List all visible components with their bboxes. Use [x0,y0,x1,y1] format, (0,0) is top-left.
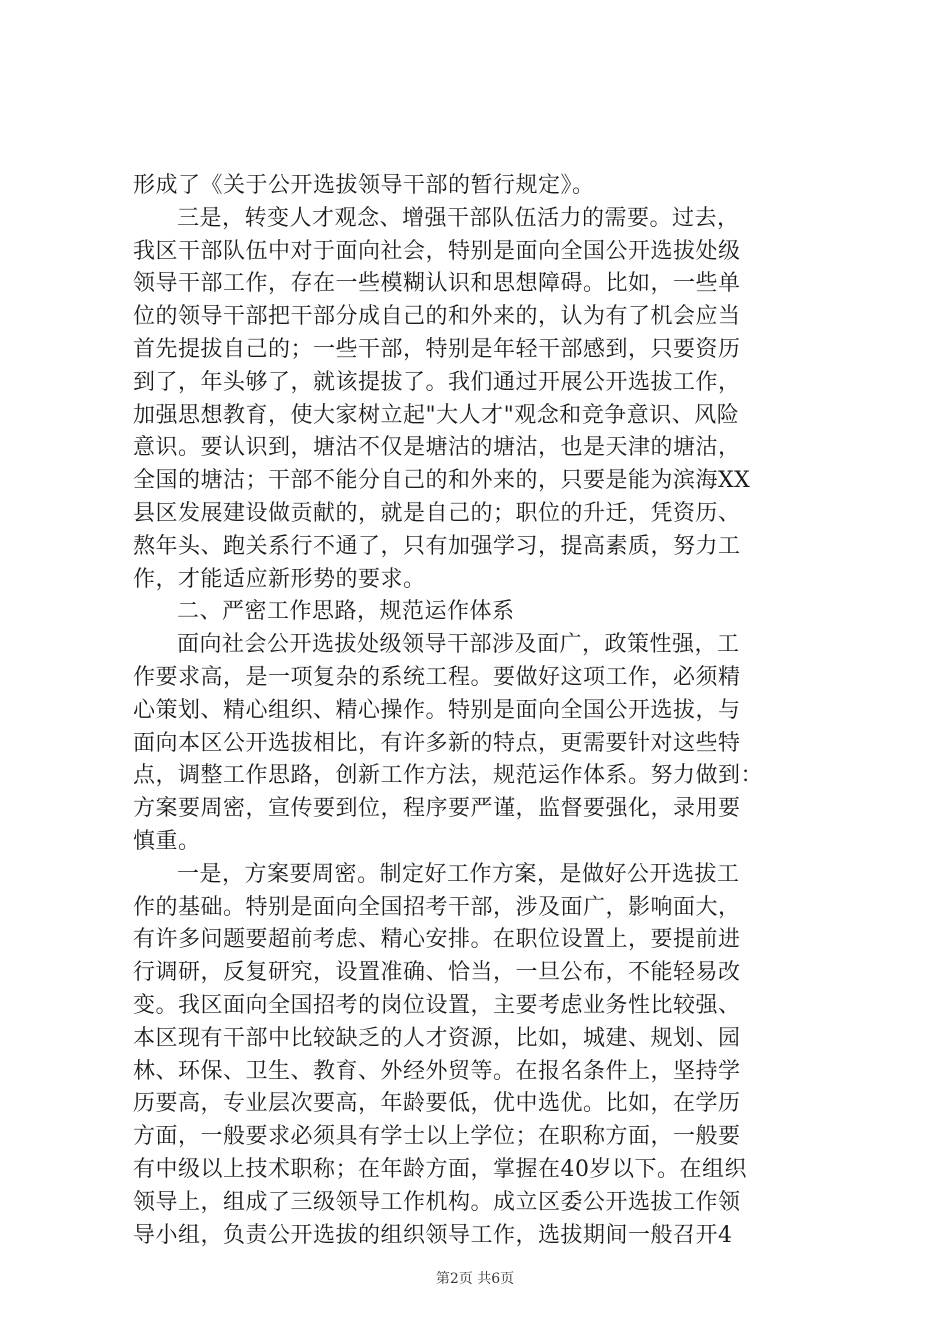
text-line: 领导干部工作，存在一些模糊认识和思想障碍。比如，一些单 [133,271,741,297]
text-line: 三是，转变人才观念、增强干部队伍活力的需要。过去， [177,205,740,231]
text-line: 慎重。 [133,828,201,854]
text-line: 方案要周密，宣传要到位，程序要严谨，监督要强化，录用要 [133,796,741,822]
text-line: 作要求高，是一项复杂的系统工程。要做好这项工作，必须精 [133,664,741,690]
text-line: 意识。要认识到，塘沽不仅是塘沽的塘沽，也是天津的塘沽， [133,435,741,461]
page-footer: 第2页 共6页 [435,1271,515,1287]
text-line: 心策划、精心组织、精心操作。特别是面向全国公开选拔，与 [133,697,741,723]
text-line: 全国的塘沽；干部不能分自己的和外来的，只要是能为滨海XX [133,468,751,494]
text-line: 领导上，组成了三级领导工作机构。成立区委公开选拔工作领 [133,1189,741,1215]
text-line: 首先提拔自己的；一些干部，特别是年轻干部感到，只要资历 [133,336,741,362]
text-line: 点，调整工作思路，创新工作方法，规范运作体系。努力做到： [133,763,764,789]
text-line: 本区现有干部中比较缺乏的人才资源，比如，城建、规划、园 [133,1025,741,1051]
text-line: 熬年头、跑关系行不通了，只有加强学习，提高素质，努力工 [133,533,741,559]
text-line: 行调研，反复研究，设置准确、恰当，一旦公布，不能轻易改 [133,960,741,986]
text-line: 有中级以上技术职称；在年龄方面，掌握在40岁以下。在组织 [133,1156,747,1182]
text-line: 形成了《关于公开选拔领导干部的暂行规定》。 [133,173,595,198]
text-line: 县区发展建设做贡献的，就是自己的；职位的升迁，凭资历、 [133,500,741,526]
text-line: 一是，方案要周密。制定好工作方案，是做好公开选拔工 [177,861,740,887]
text-line: 位的领导干部把干部分成自己的和外来的，认为有了机会应当 [133,304,741,330]
text-line: 作，才能适应新形势的要求。 [133,566,426,592]
text-line: 林、环保、卫生、教育、外经外贸等。在报名条件上，坚持学 [133,1058,741,1084]
text-line: 二、严密工作思路，规范运作体系 [177,599,515,625]
text-line: 变。我区面向全国招考的岗位设置，主要考虑业务性比较强、 [133,992,741,1018]
text-line: 到了，年头够了，就该提拔了。我们通过开展公开选拔工作， [133,369,741,395]
text-line: 作的基础。特别是面向全国招考干部，涉及面广，影响面大， [133,894,741,920]
text-line: 历要高，专业层次要高，年龄要低，优中选优。比如，在学历 [133,1091,741,1117]
text-line: 面向本区公开选拔相比，有许多新的特点，更需要针对这些特 [133,730,741,756]
text-line: 有许多问题要超前考虑、精心安排。在职位设置上，要提前进 [133,927,741,953]
text-line: 导小组，负责公开选拔的组织领导工作，选拔期间一般召开4 [133,1222,733,1248]
text-line: 面向社会公开选拔处级领导干部涉及面广，政策性强，工 [177,632,740,658]
text-line: 方面，一般要求必须具有学士以上学位；在职称方面，一般要 [133,1124,741,1150]
text-line: 加强思想教育，使大家树立起"大人才"观念和竞争意识、风险 [133,402,740,428]
document-body [133,170,845,1252]
text-line: 我区干部队伍中对于面向社会，特别是面向全国公开选拔处级 [133,238,741,264]
